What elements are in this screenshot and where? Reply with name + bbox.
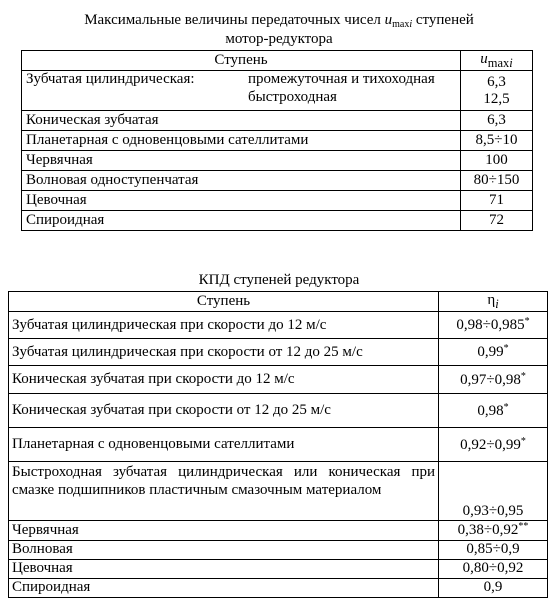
table-row: Коническая зубчатая 6,3 bbox=[22, 111, 533, 131]
table-row: Червячная 0,38÷0,92** bbox=[9, 521, 548, 540]
stage-cell: Зубчатая цилиндрическая: промежуточная и тихоходная быстроходная bbox=[22, 71, 461, 111]
table1-title-line1: Максимальные величины передаточных чисел $u_{maxi}$ ступеней bbox=[84, 12, 474, 30]
table2 bbox=[8, 291, 548, 598]
table-row: Червячная 100 bbox=[22, 151, 533, 171]
header-stage: Ступень bbox=[22, 51, 461, 71]
header-eta: $\eta_i$ bbox=[439, 292, 548, 312]
table1-title-line2: мотор-редуктора bbox=[225, 30, 333, 47]
table-row: Быстроходная зубчатая цилиндрическая или коническая при смазке подшипников пластичным смазочным материалом 0,93÷0,95 bbox=[9, 462, 548, 521]
table-row: Зубчатая цилиндрическая при скорости до 12 м/с 0,98÷0,985* bbox=[9, 312, 548, 339]
table-header-row bbox=[22, 51, 533, 71]
table1-title bbox=[0, 12, 558, 48]
table-row: Цевочная 0,80÷0,92 bbox=[9, 559, 548, 578]
table-row: Коническая зубчатая при скорости до 12 м/с 0,97÷0,98* bbox=[9, 366, 548, 394]
table-row: Планетарная с одновенцовыми сателлитами 0,92÷0,99* bbox=[9, 428, 548, 462]
header-u-max: $u_{maxi}$ bbox=[461, 51, 533, 71]
header-stage: Ступень bbox=[9, 292, 439, 312]
table-row: Зубчатая цилиндрическая при скорости от 12 до 25 м/с 0,99* bbox=[9, 339, 548, 366]
table1 bbox=[21, 50, 533, 231]
table2-title: КПД ступеней редуктора bbox=[198, 272, 360, 288]
table-row bbox=[22, 71, 533, 111]
table-row: Спироидная 0,9 bbox=[9, 578, 548, 597]
table-row: Цевочная 71 bbox=[22, 191, 533, 211]
table-row: Волновая 0,85÷0,9 bbox=[9, 540, 548, 559]
value-cell: 6,3 12,5 bbox=[461, 71, 533, 111]
table-header-row bbox=[9, 292, 548, 312]
table-row: Волновая одноступенчатая 80÷150 bbox=[22, 171, 533, 191]
table-row: Коническая зубчатая при скорости от 12 до 25 м/с 0,98* bbox=[9, 394, 548, 428]
table-row: Планетарная с одновенцовыми сателлитами 8,5÷10 bbox=[22, 131, 533, 151]
table-row: Спироидная 72 bbox=[22, 211, 533, 231]
